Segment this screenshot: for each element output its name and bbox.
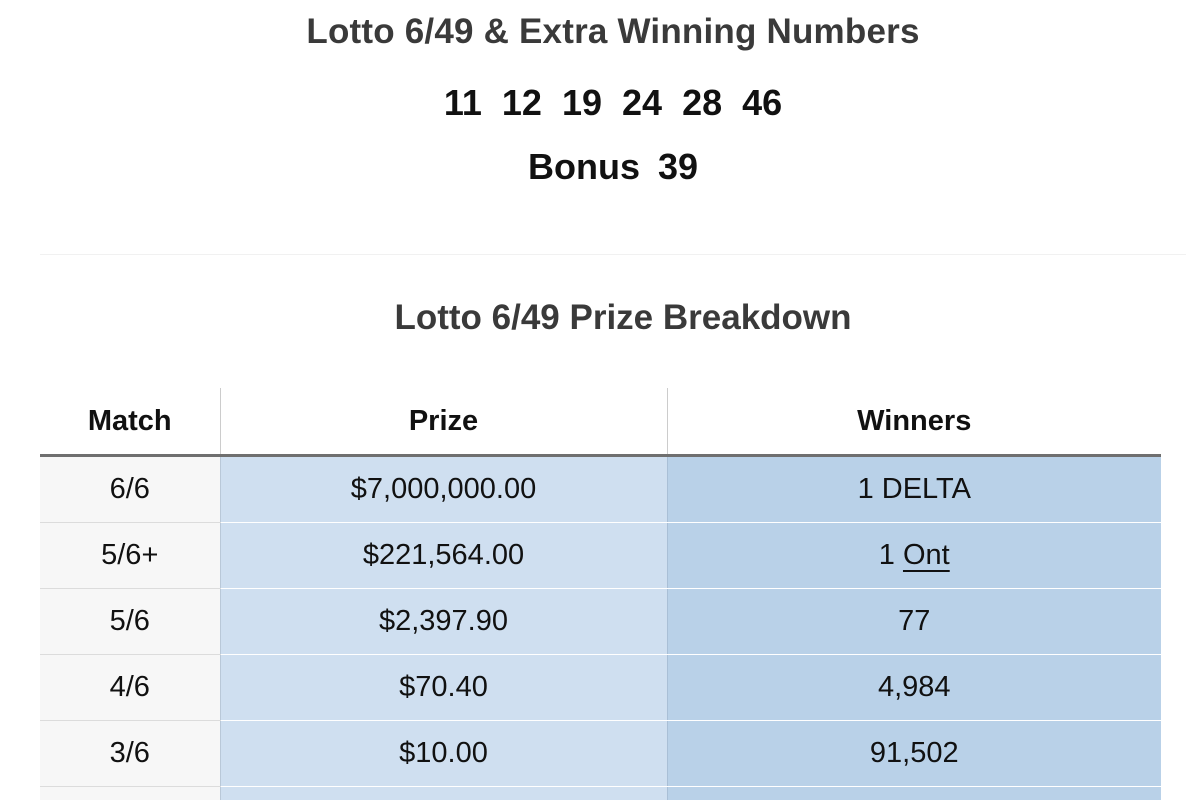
winning-number: 28 [682,82,723,123]
winners-cell: 4,984 [667,655,1161,721]
winning-number: 12 [501,82,542,123]
match-cell [40,787,220,800]
winners-region-link[interactable]: Ont [902,539,950,571]
winners-cell: 91,502 [667,721,1161,787]
table-row [40,456,1161,523]
winners-count: 1 [878,539,895,571]
prize-breakdown-title: Lotto 6/49 Prize Breakdown [394,298,852,337]
prize-breakdown-table [40,388,1161,800]
column-header-match: Match [40,388,220,456]
column-header-winners: Winners [667,388,1161,456]
prize-cell: $70.40 [220,655,667,721]
match-cell: 6/6 [40,456,220,523]
table-row [40,589,1161,655]
winners-cell: 77 [667,589,1161,655]
winners-cell: 1 DELTA [667,456,1161,523]
bonus-label: Bonus [527,146,640,187]
prize-cell: $2,397.90 [220,589,667,655]
winning-number: 11 [443,82,482,123]
prize-cell: $221,564.00 [220,523,667,589]
table-row [40,721,1161,787]
winning-number: 19 [561,82,602,123]
match-cell: 4/6 [40,655,220,721]
winning-numbers-title: Lotto 6/49 & Extra Winning Numbers [306,12,920,51]
winners-cell [667,523,1161,589]
bonus-number: 39 [657,146,699,187]
winning-number: 24 [622,82,663,123]
prize-cell [220,787,667,800]
table-header-row [40,388,1161,456]
column-header-prize: Prize [220,388,667,456]
match-cell: 5/6 [40,589,220,655]
table-row-partial [40,787,1161,800]
table-row [40,523,1161,589]
winners-cell [667,787,1161,800]
prize-cell: $7,000,000.00 [220,456,667,523]
winning-number: 46 [742,82,783,123]
bonus-line [0,146,1200,188]
match-cell: 3/6 [40,721,220,787]
prize-cell: $10.00 [220,721,667,787]
winning-numbers [0,82,1200,124]
section-divider [40,254,1186,255]
match-cell: 5/6+ [40,523,220,589]
table-row [40,655,1161,721]
